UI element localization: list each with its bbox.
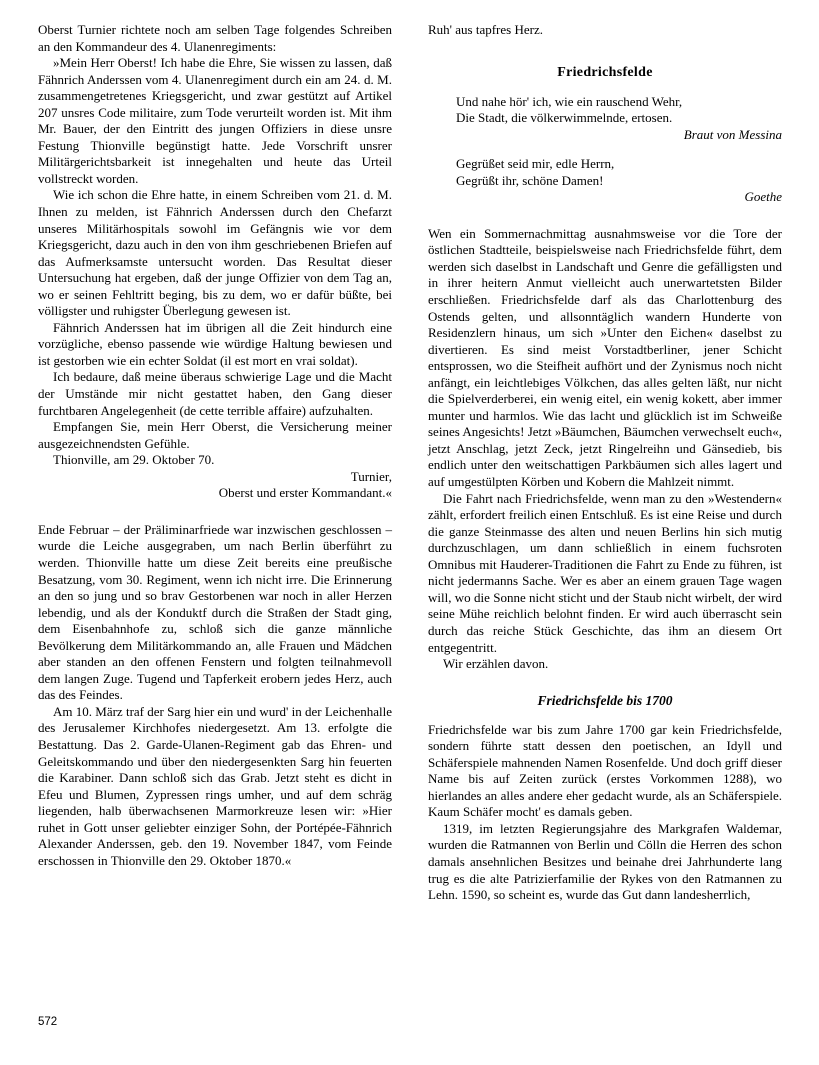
section-title: Friedrichsfelde xyxy=(557,64,653,80)
spacer xyxy=(428,39,782,65)
paragraph: Wie ich schon die Ehre hatte, in einem Schreiben vom 21. d. M. Ihnen zu melden, ist Fähnrich Anderssen durch den Chefarzt unseres Militärhospitals sowohl im Gefängnis wie vor dem Kriegsgericht, dazu auch in den von ihm geschriebenen Briefen auf das Aufmerksamste untersucht worden. Das Resultat dieser Untersuchung hat ergeben, daß der junge Offizier von dem Tag an, wo er seinen Fehltritt beging, bis zu dem, wo er dafür büßte, bei völligster und ruhigster Überlegung gewesen ist. xyxy=(38,187,392,319)
subsection-title: Friedrichsfelde bis 1700 xyxy=(537,692,673,708)
verse-line: Die Stadt, die völkerwimmelnde, ertosen. xyxy=(456,110,673,126)
verse-line: Gegrüßt ihr, schöne Damen! xyxy=(456,172,604,188)
spacer xyxy=(428,206,782,226)
left-column xyxy=(38,22,392,904)
paragraph: Ende Februar – der Präliminarfriede war inzwischen geschlossen – wurde die Leiche ausgegraben, um nach Berlin überführt zu werden. Thionville hatte um diese Zeit bereits eine preußische Besatzung, vom 30. Regiment, wenn ich nicht irre. Die Erinnerung an den so jung und so brav Gestorbenen war noch in aller Herzen lebendig, und als der Konduktf durch die Straßen der Stadt ging, dem Eisenbahnhofe zu, schloß sich die ganze männliche Bevölkerung dem Militärkommando an, alle Frauen und Mädchen aber standen an den offenen Fenstern und folgten teilnahmevoll dem langen Zuge. Tugend und Tapferkeit erobern jedes Herz, auch das des Feindes. xyxy=(38,521,392,703)
paragraph: »Mein Herr Oberst! Ich habe die Ehre, Sie wissen zu lassen, daß Fähnrich Anderssen vom 4. Ulanenregiment durch ein am 24. d. M. zusammengetretenes Kriegsgericht, und zwar gestützt auf Artikel 207 unsres Code militaire, zum Tode verurteilt worden ist. Mit ihm Mr. Bauer, der den Eintritt des jungen Offiziers in diese unsre Festung Thionville begünstigt hatte. Jede Vorschrift unsrer Militärgerichtsbarkeit ist innegehalten und heute das Urteil vollstreckt worden. xyxy=(38,55,392,186)
right-column xyxy=(428,22,782,904)
epigraph-attribution: Braut von Messina xyxy=(683,126,782,142)
paragraph: Am 10. März traf der Sarg hier ein und wurd' in der Leichenhalle des Jerusalemer Kirchhofes niedergesetzt. Am 13. erfolgte die Bestattung. Das 2. Garde-Ulanen-Regiment gab das Ehren- und Geleitskommando und über den niedergesenkten Sarg hin feuerten die Karabiner. Dann schloß sich das Grab. Jetzt steht es dicht in Efeu und Blumen, Zypressen rings umher, und auf dem schräg liegenden, halb überwachsenen Marmorkreuze lesen wir: »Hier ruhet in Gott unser geliebter einziger Sohn, der Portépée-Fähnrich Alexander Anderssen, geb. den 19. November 1847, vom Feinde erschossen in Thionville den 29. Oktober 1870.« xyxy=(38,703,392,868)
spacer xyxy=(428,709,782,722)
paragraph: Wir erzählen davon. xyxy=(443,656,549,672)
two-column-layout xyxy=(38,22,782,904)
paragraph: Wen ein Sommernachmittag ausnahmsweise vor die Tore der östlichen Stadtteile, beispielsweise nach Friedrichsfelde führt, dem werden sich daselbst in Landschaft und Genre die gefälligsten und in ihrer heitern Anmut vielleicht auch unerwartetsten Bilder erschließen. Friedrichsfelde darf als das Charlottenburg des Ostends gelten, und allsonntäglich wandern Hunderte von Residenzlern hinaus, um sich »Unter den Eichen« daselbst zu divertieren. Es sind meist Vorstadtberliner, jener Schicht entsprossen, wo die Steifheit aufhört und der Zynismus noch nicht anfängt, ein leichtlebiges Völkchen, das alles gelten läßt, nur nicht die Spielverderberei, ein wenig eitel, ein wenig kokett, aber immer munter und harmlos. Wie das lacht und glücklich ist im Schweiße seines Angesichts! Jetzt »Bäumchen, Bäumchen verwechselt euch«, jetzt Anschlag, jetzt Zeck, jetzt Ringelreihn und Gänsedieb, bis endlich unter den weitschattigen Parkbäumen sich alles lagert und auf umgestülpten Körben und Kobern die Mahlzeit nimmt. xyxy=(428,225,782,490)
lead-line: Ruh' aus tapfres Herz. xyxy=(428,22,543,37)
paragraph: Friedrichsfelde war bis zum Jahre 1700 gar kein Friedrichsfelde, sondern führte statt dessen den poetischen, an Idyll und Schäferspiele mahnenden Namen Rosenfelde. Und doch griff dieser Name bis auf Zeiten zurück (erstes Vorkommen 1288), wo hierlandes an alles andere eher gedacht wurde, als an Schäferspiele. Kaum Schäfer mocht' es damals geben. xyxy=(428,721,782,820)
page-number: 572 xyxy=(38,1016,58,1028)
verse-line: Gegrüßet seid mir, edle Herrn, xyxy=(456,156,615,172)
paragraph: Fähnrich Anderssen hat im übrigen all die Zeit hindurch eine vorzügliche, ebenso passende wie würdige Haltung bewiesen und ist gestorben wie ein echter Soldat (il est mort en vrai soldat). xyxy=(38,319,392,368)
paragraph: Oberst Turnier richtete noch am selben Tage folgendes Schreiben an den Kommandeur des 4. Ulanenregiments: xyxy=(38,22,392,54)
epigraph-attribution: Goethe xyxy=(744,189,782,205)
verse-line: Und nahe hör' ich, wie ein rauschend Wehr, xyxy=(456,93,683,109)
paragraph: Empfangen Sie, mein Herr Oberst, die Versicherung meiner ausgezeichnendsten Gefühle. xyxy=(38,419,392,451)
spacer xyxy=(428,81,782,94)
spacer xyxy=(38,502,392,522)
signature-line: Oberst und erster Kommandant.« xyxy=(218,485,392,501)
signature-line: Turnier, xyxy=(350,468,392,484)
paragraph: Ich bedaure, daß meine überaus schwierige Lage und die Macht der Umstände mir nicht gestattet haben, den Gang dieser furchtbaren Angelegenheit (de cette terrible affaire) aufzuhalten. xyxy=(38,369,392,418)
paragraph: Die Fahrt nach Friedrichsfelde, wenn man zu den »Westendern« zählt, erfordert freilich einen Entschluß. Es ist eine Reise und durch die ganze Steinmasse des alten und neuen Berlins hin sich mutig durchzuschlagen, um dann schließlich in einem fuchsroten Omnibus mit Hauderer-Traditionen die Fahrt zu Ende zu führen, ist nicht jedermanns Sache. Wer es aber an einem grauen Tage wagen will, wo die Sonne nicht sticht und der Staub nicht wirbelt, der wird seine Mühe reichlich belohnt finden. Er wird auch überrascht sein durch das reiche Stück Geschichte, das ihm an diesem Ort entgegentritt. xyxy=(428,490,782,655)
epigraph-verse xyxy=(428,156,782,189)
spacer xyxy=(428,673,782,693)
epigraph-verse xyxy=(428,94,782,127)
spacer xyxy=(428,143,782,156)
paragraph: 1319, im letzten Regierungsjahre des Markgrafen Waldemar, wurden die Ratmannen von Berlin und Cölln die Herren des schon damals ansehnlichen Besitzes und beinahe drei Jahrhunderte lang trug es die alte Patrizierfamilie der Rykes von den Ratmannen zu Lehn. 1590, so scheint es, wurde das Gut dann landesherrlich, xyxy=(428,820,782,903)
paragraph: Thionville, am 29. Oktober 70. xyxy=(53,452,215,468)
